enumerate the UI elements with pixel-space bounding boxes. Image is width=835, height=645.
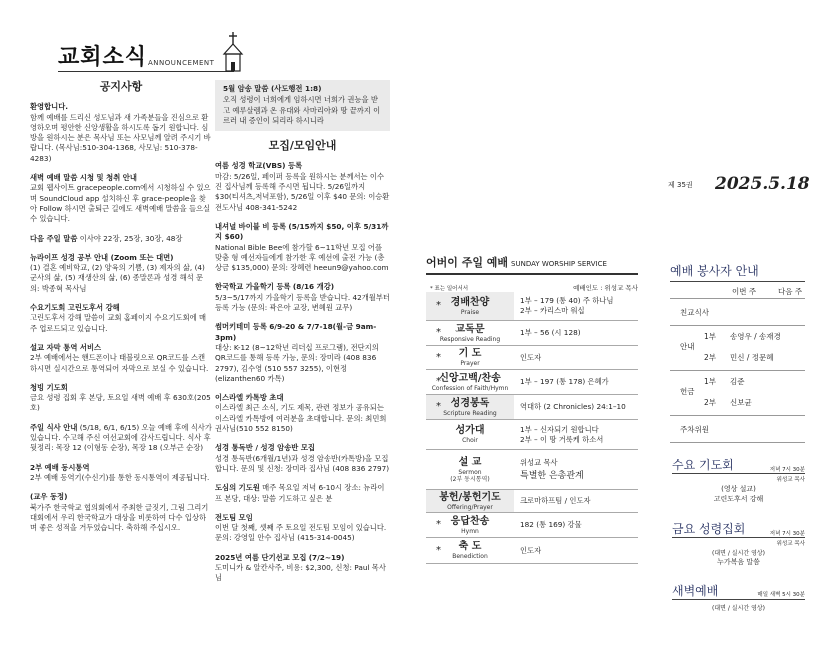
- wednesday-time: 저녁 7시 30분: [769, 467, 805, 473]
- service-item-detail-cell: [514, 395, 638, 419]
- this-week-label: 이번 주: [732, 287, 757, 296]
- catering-row: [670, 298, 805, 326]
- offering-row: [670, 371, 805, 416]
- service-item-name-en: Benediction: [452, 553, 488, 560]
- service-item-name: 성경봉독: [450, 397, 490, 409]
- volunteers-title: 예배 봉사자 안내: [670, 264, 759, 278]
- service-item-name: 기 도: [458, 348, 482, 359]
- service-item-name-cell: [426, 420, 514, 449]
- star-icon: *: [436, 351, 441, 363]
- wednesday-title: 수요 기도회: [672, 458, 734, 472]
- notice-title: 설교 자막 통역 서비스: [30, 342, 102, 352]
- program-body: National Bible Bee에 참가할 6~11학년 모집 어플 맞춤 형 예선자들에게 참가한 후 예선에 출전 가능 (총상금 $135,000) 문의: 장혜련 heeun9@yahoo.com: [215, 242, 389, 273]
- service-item-row: [426, 450, 638, 490]
- service-item-detail: 특별한 은총관계: [520, 471, 584, 481]
- dawn-time: 매일 새벽 5시 30분: [757, 592, 805, 598]
- service-item-name-en: Choir: [462, 437, 478, 444]
- service-item-row: [426, 490, 638, 513]
- service-item-detail: 역대하 (2 Chronicles) 24:1–10: [520, 402, 626, 411]
- service-item-detail-cell: [514, 346, 638, 369]
- standing-note: * 표는 일어서서: [430, 286, 469, 292]
- service-item-name: 경배찬양: [450, 296, 490, 308]
- offering-service-1: 1부: [704, 377, 717, 386]
- service-title-ko: 어버이 주일 예배: [426, 256, 509, 269]
- notice-section: [30, 383, 212, 414]
- volunteers-divider: [670, 281, 805, 282]
- service-item-row: [426, 321, 638, 346]
- program-title: 여름 성경 학교(VBS) 등록: [215, 161, 303, 171]
- notice-body: (5/18, 6/1, 6/15) 오늘 예배 후에 식사가 있습니다. 수고해 주신 여선교회에 감사드립니다. 식사 후 뒷정리: 목장 12 (이형동 순장), 목장 18 (오부근 순장): [30, 422, 212, 453]
- usher-row: [670, 326, 805, 371]
- service-item-name: 교독문: [455, 323, 485, 335]
- friday-desc-1: (대면 / 실시간 영상): [712, 550, 765, 557]
- notices-heading: 공지사항: [99, 80, 143, 93]
- service-item-name-en: Sermon: [458, 468, 482, 476]
- issue-date: 2025.5.18: [715, 174, 810, 194]
- program-body: 성경 통독반(6개월/1년)과 성경 암송반(카톡방)을 모집합니다. 문의 및 신청: 장미라 집사님 (408 836 2797): [215, 453, 390, 473]
- service-item-detail: 1부 – 197 (통 178) 은혜가: [520, 377, 609, 386]
- service-item-detail: 인도자: [520, 545, 542, 555]
- issue-volume: 제 35권: [668, 181, 693, 189]
- parking-row: [670, 416, 805, 443]
- service-item-name-cell: [426, 292, 514, 320]
- program-title: 이스라엘 카톡방 초대: [215, 393, 284, 403]
- service-item-name-en: Hymn: [461, 527, 479, 535]
- notice-body: (1) 결혼 예비학교, (2) 양육의 기쁨, (3) 제자의 삶, (4) 군사의 삶, (5) 재생산의 삶, (6) 종말론과 성경 해석 문의: 박종혁 목사님: [30, 263, 205, 293]
- friday-divider: [672, 537, 805, 538]
- star-icon: *: [436, 519, 441, 530]
- memory-verse-box: [215, 80, 390, 131]
- program-title: 성경 통독반 / 성경 암송반 모집: [215, 443, 315, 453]
- service-item-detail: 2부 – 이 땅 거룩케 하소서: [520, 434, 604, 444]
- usher-label: 안내: [680, 342, 695, 351]
- notice-section: [30, 102, 212, 164]
- program-body: 이스라엘 최근 소식, 기도 제목, 관련 정보가 공유되는 이스라엘 카톡방에 여러분을 초대합니다. 문의: 최민희 권사님(510 552 8150): [215, 403, 387, 434]
- service-item-name-cell: [426, 450, 514, 489]
- service-title-en: SUNDAY WORSHIP SERVICE: [511, 260, 607, 268]
- wednesday-service: [672, 456, 805, 504]
- notice-section: [30, 303, 212, 334]
- notice-title: 수요기도회 고린도후서 강해: [30, 303, 120, 313]
- service-item-row: [426, 346, 638, 370]
- friday-desc-2: 누가복음 말씀: [717, 558, 760, 566]
- service-item-detail: 인도자: [520, 352, 542, 362]
- star-icon: *: [436, 544, 441, 556]
- notice-body: 교회 웹사이트 gracepeople.com에서 시청하실 수 있으며 SoundCloud app 설치하신 후 grace-people을 찾아 Follow 하시면 출퇴근 길에도 새벽예배 말씀을 들으실 수 있습니다.: [30, 183, 211, 224]
- service-item-detail: 1부 – 56 (시 128): [520, 328, 581, 337]
- programs-heading: 모집/모임안내: [268, 139, 337, 153]
- service-item-name: 성가대: [455, 425, 485, 436]
- program-title: 한국학교 가을학기 등록: [215, 282, 291, 292]
- program-body: 이번 달 첫째, 셋째 주 토요일 전도팀 모임이 있습니다. 문의: 강영일 안수 집사님 (415-314-0045): [215, 523, 387, 543]
- service-item-name: 봉헌/봉헌기도: [439, 491, 501, 503]
- notice-body: 이사야 22장, 25장, 30장, 48장: [79, 233, 183, 243]
- program-section: [215, 322, 390, 384]
- notice-body: 2부 예배에서는 핸드폰이나 태블릿으로 QR코드를 스캔하시면 실시간으로 통역되어 자막으로 보실 수 있습니다.: [30, 353, 209, 373]
- service-item-name-cell: [426, 346, 514, 369]
- notice-title: 다음 주일 말씀: [30, 233, 78, 243]
- service-item-row: [426, 538, 638, 564]
- service-order-table: [426, 292, 638, 564]
- service-item-name-en: Offering/Prayer: [447, 503, 493, 511]
- offering-names-2: 신보균: [730, 398, 752, 407]
- program-title-extra: (8/16 개강): [292, 282, 335, 292]
- service-item-detail-cell: [514, 513, 638, 537]
- service-item-detail-cell: [514, 370, 638, 394]
- service-title: [426, 254, 607, 270]
- service-item-detail: 2부 – 카리스마 워십: [520, 306, 585, 315]
- notice-section: [30, 253, 212, 294]
- dawn-desc-1: (대면 / 실시간 영상): [712, 605, 765, 612]
- notice-body: 고린도후서 강해 말씀이 교회 홈페이지 수요기도회에 매주 업로드되고 있습니다.: [30, 313, 207, 333]
- program-title: 2025년 여름 단기선교 모집: [215, 552, 307, 562]
- star-icon: *: [436, 376, 441, 387]
- offering-names-1: 김준: [730, 377, 745, 386]
- service-item-row: [426, 513, 638, 538]
- usher-names-1: 송영우 / 송재경: [730, 332, 781, 341]
- programs-column: [215, 80, 390, 593]
- wednesday-desc-2: 고린도후서 강해: [713, 495, 764, 503]
- notice-title: 환영합니다.: [30, 102, 69, 112]
- friday-leader: 위성교 목사: [776, 541, 805, 547]
- notice-body: 북가주 한국학교 협의회에서 주최한 글짓기, 그림 그리기 대회에서 우리 한국학교가 대상을 비롯하여 다수 입상하며 좋은 성적을 거두었습니다. 축하해 주십시오.: [30, 502, 209, 533]
- star-icon: *: [436, 401, 441, 412]
- program-section: [215, 513, 390, 544]
- service-item-row: [426, 395, 638, 420]
- program-title-extra: 6/9-20 & 7/7-18(월-금 9am-3pm): [215, 322, 377, 342]
- service-item-name: 축 도: [458, 541, 482, 552]
- service-item-detail-cell: [514, 321, 638, 345]
- usher-service-1: 1부: [704, 332, 717, 341]
- parking-label: 주차위원: [680, 425, 709, 434]
- program-section: [215, 282, 390, 313]
- notice-title: 주일 식사 안내: [30, 422, 78, 432]
- program-body: 매주 목요일 저녁 6-10시 장소: 뉴라이프 본당, 대상: 말씀 기도하고 싶은 분: [215, 483, 385, 503]
- program-body: 마감: 5/26일, 페이퍼 등록을 원하시는 분께서는 이수진 집사님께 등록해 주시면 됩니다. 5/26일까지 $30(티셔츠,저녁포함), 5/26일 이후 $40 문의: 이승환 전도사님 408-341-5242: [215, 171, 390, 212]
- service-item-name: 설 교: [458, 456, 482, 468]
- service-item-name: 응답찬송: [450, 515, 490, 527]
- service-leader: 예배인도 : 위성교 목사: [573, 284, 638, 292]
- program-body: 대상: K-12 (8~12학년 리더십 프로그램), 전단지의 QR코드를 통해 등록 가능, 문의: 장미라 (408 836 2797), 김수영 (510 557 3255), 이현정(elizanthen60 카톡): [215, 342, 379, 383]
- notice-section: [30, 423, 212, 454]
- service-item-name-cell: [426, 321, 514, 345]
- offering-service-2: 2부: [704, 398, 717, 407]
- notice-section: [30, 492, 212, 533]
- star-icon: *: [436, 300, 441, 311]
- title-divider: [58, 71, 234, 72]
- program-section: [215, 222, 390, 273]
- church-icon: [222, 32, 244, 72]
- usher-service-2: 2부: [704, 353, 717, 362]
- program-section: [215, 483, 390, 504]
- wednesday-leader: 위성교 목사: [776, 477, 805, 483]
- service-item-name-en: Prayer: [460, 360, 480, 367]
- program-title: 도심의 기도원: [215, 483, 260, 493]
- service-item-name-en: Scripture Reading: [443, 409, 497, 417]
- friday-service: [672, 520, 805, 567]
- star-icon: *: [436, 327, 441, 338]
- service-item-detail-cell: [514, 292, 638, 320]
- service-item-name: 신앙고백/찬송: [439, 372, 501, 384]
- service-item-name-cell: [426, 513, 514, 537]
- catering-label: 친교식사: [680, 308, 709, 317]
- dawn-divider: [672, 599, 805, 600]
- service-item-detail: 크로마하프팀 / 인도자: [520, 496, 591, 505]
- next-week-label: 다음 주: [778, 287, 803, 296]
- notice-section: [30, 234, 212, 244]
- notices-list: [30, 102, 212, 533]
- service-item-detail-cell: [514, 538, 638, 563]
- notice-body: 함께 예배를 드리신 성도님과 새 가족분들을 진심으로 환영하오며 평안한 신앙생활을 하시도록 돕기 원합니다. 심방을 원하시는 분은 목사님 또는 사모님께 알려 주시기 바랍니다. (목사님:510-304-1368, 사모님: 510-378-4283): [30, 112, 211, 163]
- service-item-detail: 위성교 목사: [520, 458, 558, 467]
- program-section: [215, 443, 390, 474]
- notice-title: 새벽 예배 말씀 시청 및 청취 안내: [30, 173, 137, 183]
- dawn-title: 새벽예배: [672, 584, 719, 598]
- service-item-row: [426, 370, 638, 395]
- program-body: 도미니카 & 알칸사주, 비용: $2,300, 신청: Paul 목사님: [215, 562, 386, 583]
- program-title: 내셔널 바이블 비 등록: [215, 221, 287, 231]
- service-item-detail: 1부 – 179 (통 40) 주 하나님: [520, 296, 614, 305]
- friday-title: 금요 성령집회: [672, 522, 746, 536]
- service-item-name-en: Confession of Faith/Hymn: [431, 384, 509, 392]
- program-title: 썸머키테미 등록: [215, 322, 267, 332]
- service-item-name-en: Responsive Reading: [439, 335, 501, 343]
- notice-section: [30, 173, 212, 224]
- programs-list: [215, 161, 390, 583]
- service-item-note: (2부 동시통역): [450, 475, 490, 483]
- dawn-service: [672, 582, 805, 612]
- page-title: 교회소식: [58, 45, 148, 70]
- service-item-detail: 1부 – 신자되기 원합니다: [520, 424, 599, 434]
- service-item-name-cell: [426, 490, 514, 512]
- wednesday-desc-1: (영상 설교): [721, 485, 756, 493]
- memory-verse-title: 5월 암송 말씀 (사도행전 1:8): [223, 84, 322, 93]
- service-item-name-cell: [426, 538, 514, 563]
- service-item-row: [426, 420, 638, 450]
- offering-label: 헌금: [680, 387, 695, 396]
- service-item-name-cell: [426, 395, 514, 419]
- service-item-name-cell: [426, 370, 514, 394]
- service-item-name-en: Praise: [460, 308, 480, 316]
- service-item-detail-cell: [514, 420, 638, 449]
- program-title-extra: (7/2~19): [308, 552, 345, 562]
- program-title: 전도팀 모임: [215, 512, 253, 522]
- program-section: [215, 553, 390, 584]
- notice-title: 2부 예배 동시통역: [30, 462, 90, 472]
- notices-column: [30, 80, 212, 542]
- notice-title: 청빙 기도회: [30, 382, 68, 392]
- volunteers-table: [670, 283, 805, 443]
- notice-title: 뉴라이프 성경 공부 안내 (Zoom 또는 대면): [30, 252, 174, 262]
- memory-verse-text: 오직 성령이 너희에게 임하시면 너희가 권능을 받고 예루살렘과 온 유대와 사마리아와 땅 끝까지 이르러 내 증인이 되리라 하시니라: [223, 95, 381, 125]
- service-divider: [426, 273, 638, 275]
- program-body: 5/3~5/17까지 가을학기 등록을 받습니다. 42개월부터 등록 가능 (문의: 곽은아 교장, 변혜원 교무): [215, 292, 390, 313]
- service-item-row: [426, 292, 638, 321]
- wednesday-divider: [672, 473, 805, 474]
- notice-title: (교우 동정): [30, 492, 68, 502]
- notice-section: [30, 343, 212, 374]
- program-section: [215, 393, 390, 434]
- service-item-detail: 182 (통 169) 강물: [520, 520, 582, 529]
- notice-body: 2부 예배 동역기(수신기)를 통한 동시통역이 제공됩니다.: [30, 472, 210, 482]
- program-section: [215, 161, 390, 212]
- friday-time: 저녁 7시 30분: [769, 531, 805, 537]
- notice-section: [30, 463, 212, 484]
- page-subtitle: ANNOUNCEMENT: [148, 59, 215, 67]
- notice-body: 금요 성령 집회 후 본당, 토요일 새벽 예배 후 630호(205호): [30, 393, 211, 413]
- program-title-extra: (5/15까지 $50, 이후 5/31까지 $60): [215, 221, 389, 242]
- volunteers-header: [670, 283, 805, 298]
- usher-names-2: 민신 / 정문혜: [730, 353, 774, 362]
- service-item-detail-cell: [514, 490, 638, 512]
- service-item-detail-cell: [514, 450, 638, 489]
